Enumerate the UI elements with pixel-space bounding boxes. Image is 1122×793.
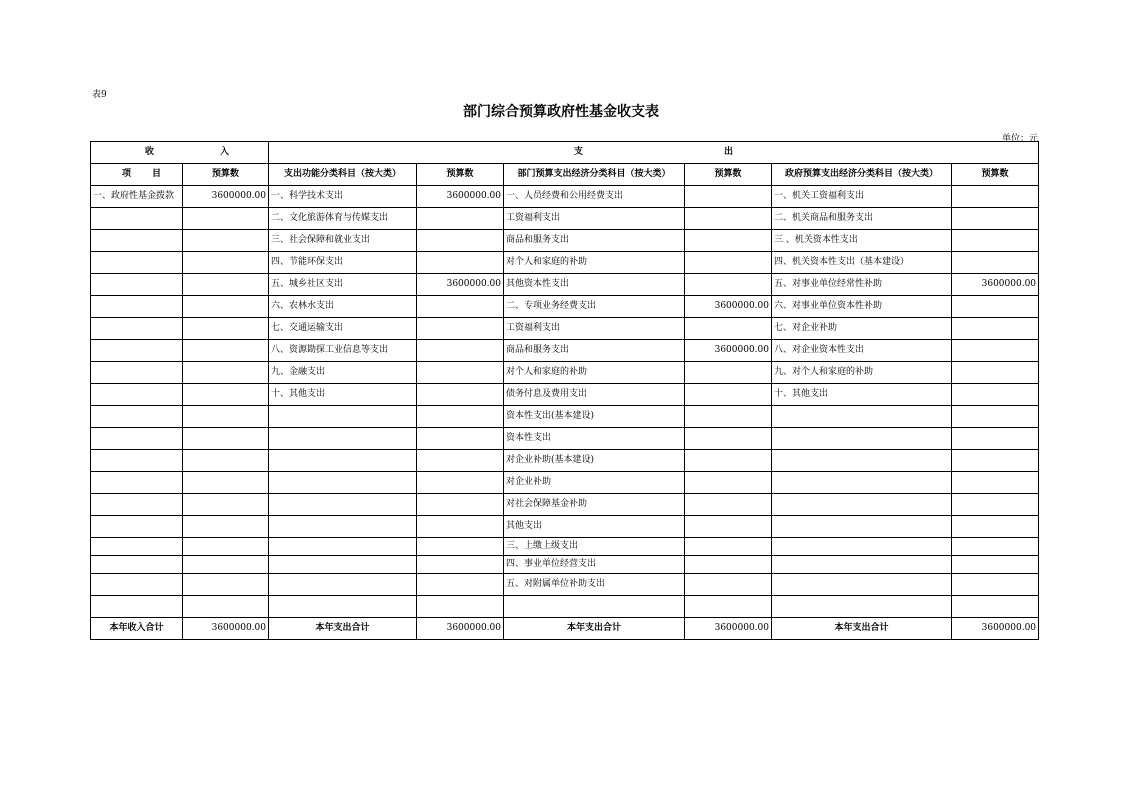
dept-econ-cell: 商品和服务支出 [504, 230, 685, 252]
income-budget-cell [183, 596, 269, 618]
group-header-row [91, 142, 1039, 164]
table-row [91, 230, 1039, 252]
func-budget-cell [417, 472, 504, 494]
gov-econ-cell: 七、对企业补助 [772, 318, 952, 340]
func-budget-cell [417, 596, 504, 618]
func-budget-cell [417, 318, 504, 340]
gov-budget-cell [952, 556, 1039, 574]
dept-econ-cell: 工资福利支出 [504, 318, 685, 340]
income-item-cell [91, 252, 183, 274]
dept-econ-cell: 对社会保障基金补助 [504, 494, 685, 516]
income-budget-cell [183, 428, 269, 450]
col-item-a: 项 [121, 169, 131, 179]
table-row [91, 384, 1039, 406]
func-budget-cell [417, 450, 504, 472]
income-item-cell [91, 384, 183, 406]
income-budget-cell [183, 340, 269, 362]
income-budget-cell [183, 230, 269, 252]
expense-group-header [269, 142, 1039, 164]
func-budget-cell [417, 428, 504, 450]
totals-row [91, 618, 1039, 640]
income-item-cell [91, 428, 183, 450]
gov-budget-cell [952, 362, 1039, 384]
func-subject-cell [269, 472, 417, 494]
dept-econ-cell: 其他支出 [504, 516, 685, 538]
col-budget4-header: 预算数 [952, 164, 1039, 186]
func-budget-cell [417, 538, 504, 556]
expense-header-a: 支 [574, 147, 584, 157]
func-budget-cell [417, 296, 504, 318]
func-subject-cell [269, 538, 417, 556]
income-budget-cell [183, 208, 269, 230]
func-budget-cell [417, 384, 504, 406]
gov-budget-cell [952, 538, 1039, 556]
dept-budget-cell [685, 472, 772, 494]
col-budget1-header: 预算数 [183, 164, 269, 186]
gov-budget-cell [952, 208, 1039, 230]
gov-econ-cell: 四、机关资本性支出（基本建设） [772, 252, 952, 274]
func-subject-cell [269, 450, 417, 472]
col-item-b: 目 [151, 169, 161, 179]
income-item-cell [91, 230, 183, 252]
table-row [91, 296, 1039, 318]
income-item-cell [91, 406, 183, 428]
income-budget-cell: 3600000.00 [183, 186, 269, 208]
gov-econ-cell: 二、机关商品和服务支出 [772, 208, 952, 230]
dept-econ-cell: 对个人和家庭的补助 [504, 362, 685, 384]
gov-econ-cell [772, 428, 952, 450]
gov-budget-cell [952, 230, 1039, 252]
func-subject-cell [269, 428, 417, 450]
table-row [91, 362, 1039, 384]
dept-econ-cell: 商品和服务支出 [504, 340, 685, 362]
func-subject-cell [269, 516, 417, 538]
table-row [91, 516, 1039, 538]
dept-econ-cell: 三、上缴上级支出 [504, 538, 685, 556]
dept-budget-cell [685, 274, 772, 296]
func-budget-cell [417, 252, 504, 274]
gov-econ-cell: 五、对事业单位经常性补助 [772, 274, 952, 296]
gov-econ-cell [772, 574, 952, 596]
income-item-cell [91, 538, 183, 556]
gov-budget-cell [952, 574, 1039, 596]
table-row [91, 274, 1039, 296]
income-budget-cell [183, 406, 269, 428]
gov-econ-cell [772, 556, 952, 574]
gov-econ-cell [772, 538, 952, 556]
gov-total-value: 3600000.00 [952, 618, 1039, 640]
dept-econ-cell: 四、事业单位经营支出 [504, 556, 685, 574]
income-budget-cell [183, 556, 269, 574]
dept-budget-cell [685, 186, 772, 208]
dept-econ-cell: 对个人和家庭的补助 [504, 252, 685, 274]
func-budget-cell [417, 208, 504, 230]
func-budget-cell [417, 494, 504, 516]
gov-econ-cell: 三 、机关资本性支出 [772, 230, 952, 252]
income-item-cell [91, 494, 183, 516]
func-budget-cell [417, 340, 504, 362]
gov-budget-cell [952, 450, 1039, 472]
income-item-cell [91, 362, 183, 384]
page-title: 部门综合预算政府性基金收支表 [463, 104, 659, 120]
func-total-label: 本年支出合计 [269, 618, 417, 640]
col-item-header [91, 164, 183, 186]
gov-total-label: 本年支出合计 [772, 618, 952, 640]
dept-budget-cell [685, 428, 772, 450]
func-subject-cell [269, 556, 417, 574]
gov-econ-cell: 一、机关工资福利支出 [772, 186, 952, 208]
gov-budget-cell [952, 406, 1039, 428]
dept-budget-cell: 3600000.00 [685, 296, 772, 318]
table-row [91, 406, 1039, 428]
table-row [91, 596, 1039, 618]
gov-econ-cell [772, 494, 952, 516]
table-row [91, 556, 1039, 574]
income-budget-cell [183, 472, 269, 494]
func-subject-cell: 五、城乡社区支出 [269, 274, 417, 296]
gov-budget-cell [952, 252, 1039, 274]
gov-budget-cell [952, 596, 1039, 618]
income-budget-cell [183, 318, 269, 340]
gov-econ-cell [772, 516, 952, 538]
dept-econ-cell: 资本性支出 [504, 428, 685, 450]
income-budget-cell [183, 494, 269, 516]
income-header-a: 收 [144, 147, 154, 157]
column-header-row [91, 164, 1039, 186]
func-budget-cell [417, 362, 504, 384]
income-total-label: 本年收入合计 [91, 618, 183, 640]
dept-budget-cell [685, 384, 772, 406]
dept-econ-cell: 一、人员经费和公用经费支出 [504, 186, 685, 208]
gov-budget-cell [952, 318, 1039, 340]
expense-header-b: 出 [724, 147, 734, 157]
gov-econ-cell: 十、其他支出 [772, 384, 952, 406]
func-subject-cell [269, 406, 417, 428]
dept-budget-cell [685, 318, 772, 340]
gov-budget-cell [952, 494, 1039, 516]
dept-econ-cell: 其他资本性支出 [504, 274, 685, 296]
col-dept-econ-header: 部门预算支出经济分类科目（按大类） [504, 164, 685, 186]
col-gov-econ-header: 政府预算支出经济分类科目（按大类） [772, 164, 952, 186]
gov-budget-cell [952, 186, 1039, 208]
income-item-cell [91, 340, 183, 362]
dept-econ-cell: 对企业补助 [504, 472, 685, 494]
income-budget-cell [183, 538, 269, 556]
table-row [91, 252, 1039, 274]
table-row [91, 538, 1039, 556]
fund-budget-table [90, 141, 1039, 640]
gov-budget-cell [952, 428, 1039, 450]
dept-budget-cell [685, 596, 772, 618]
dept-budget-cell [685, 538, 772, 556]
func-subject-cell: 三、社会保障和就业支出 [269, 230, 417, 252]
dept-budget-cell [685, 574, 772, 596]
income-budget-cell [183, 384, 269, 406]
table-row [91, 208, 1039, 230]
income-item-cell [91, 556, 183, 574]
func-subject-cell: 八、资源勘探工业信息等支出 [269, 340, 417, 362]
dept-budget-cell [685, 252, 772, 274]
gov-budget-cell [952, 340, 1039, 362]
func-budget-cell [417, 406, 504, 428]
income-item-cell: 一、政府性基金拨款 [91, 186, 183, 208]
func-budget-cell [417, 230, 504, 252]
func-subject-cell [269, 574, 417, 596]
income-budget-cell [183, 274, 269, 296]
dept-budget-cell [685, 362, 772, 384]
income-item-cell [91, 208, 183, 230]
table-row [91, 428, 1039, 450]
table-row [91, 494, 1039, 516]
table-row [91, 340, 1039, 362]
func-subject-cell: 一、科学技术支出 [269, 186, 417, 208]
func-subject-cell: 四、节能环保支出 [269, 252, 417, 274]
table-row [91, 574, 1039, 596]
dept-budget-cell [685, 516, 772, 538]
income-item-cell [91, 274, 183, 296]
income-item-cell [91, 516, 183, 538]
gov-budget-cell [952, 384, 1039, 406]
dept-budget-cell [685, 406, 772, 428]
func-budget-cell: 3600000.00 [417, 274, 504, 296]
col-budget2-header: 预算数 [417, 164, 504, 186]
income-budget-cell [183, 296, 269, 318]
dept-econ-cell: 工资福利支出 [504, 208, 685, 230]
func-subject-cell [269, 596, 417, 618]
income-budget-cell [183, 252, 269, 274]
func-budget-cell: 3600000.00 [417, 186, 504, 208]
income-item-cell [91, 574, 183, 596]
dept-econ-cell [504, 596, 685, 618]
col-budget3-header: 预算数 [685, 164, 772, 186]
table-row [91, 472, 1039, 494]
dept-budget-cell [685, 230, 772, 252]
income-item-cell [91, 318, 183, 340]
dept-budget-cell [685, 208, 772, 230]
income-budget-cell [183, 516, 269, 538]
income-group-header [91, 142, 269, 164]
dept-budget-cell [685, 494, 772, 516]
table-row [91, 318, 1039, 340]
gov-budget-cell [952, 296, 1039, 318]
func-subject-cell: 十、其他支出 [269, 384, 417, 406]
gov-budget-cell [952, 472, 1039, 494]
func-subject-cell: 九、金融支出 [269, 362, 417, 384]
dept-budget-cell [685, 556, 772, 574]
income-item-cell [91, 296, 183, 318]
gov-econ-cell [772, 450, 952, 472]
col-func-subject-header: 支出功能分类科目（按大类） [269, 164, 417, 186]
dept-econ-cell: 债务付息及费用支出 [504, 384, 685, 406]
income-budget-cell [183, 574, 269, 596]
dept-econ-cell: 二、专项业务经费支出 [504, 296, 685, 318]
gov-budget-cell [952, 516, 1039, 538]
dept-budget-cell [685, 450, 772, 472]
dept-budget-cell: 3600000.00 [685, 340, 772, 362]
income-item-cell [91, 596, 183, 618]
gov-econ-cell: 六、对事业单位资本性补助 [772, 296, 952, 318]
gov-econ-cell [772, 406, 952, 428]
func-subject-cell: 二、文化旅游体育与传媒支出 [269, 208, 417, 230]
func-subject-cell [269, 494, 417, 516]
table-row [91, 186, 1039, 208]
income-item-cell [91, 472, 183, 494]
func-subject-cell: 六、农林水支出 [269, 296, 417, 318]
gov-econ-cell: 九、对个人和家庭的补助 [772, 362, 952, 384]
unit-label: 单位：元 [1001, 134, 1038, 144]
func-budget-cell [417, 556, 504, 574]
gov-econ-cell [772, 472, 952, 494]
gov-budget-cell: 3600000.00 [952, 274, 1039, 296]
func-total-value: 3600000.00 [417, 618, 504, 640]
func-subject-cell: 七、交通运输支出 [269, 318, 417, 340]
income-budget-cell [183, 362, 269, 384]
table-row [91, 450, 1039, 472]
func-budget-cell [417, 516, 504, 538]
dept-total-value: 3600000.00 [685, 618, 772, 640]
gov-econ-cell [772, 596, 952, 618]
income-budget-cell [183, 450, 269, 472]
income-item-cell [91, 450, 183, 472]
dept-econ-cell: 五、对附属单位补助支出 [504, 574, 685, 596]
dept-econ-cell: 对企业补助(基本建设) [504, 450, 685, 472]
income-total-value: 3600000.00 [183, 618, 269, 640]
sheet-label: 表9 [92, 90, 107, 100]
income-header-b: 入 [219, 147, 229, 157]
dept-total-label: 本年支出合计 [504, 618, 685, 640]
gov-econ-cell: 八、对企业资本性支出 [772, 340, 952, 362]
func-budget-cell [417, 574, 504, 596]
dept-econ-cell: 资本性支出(基本建设) [504, 406, 685, 428]
